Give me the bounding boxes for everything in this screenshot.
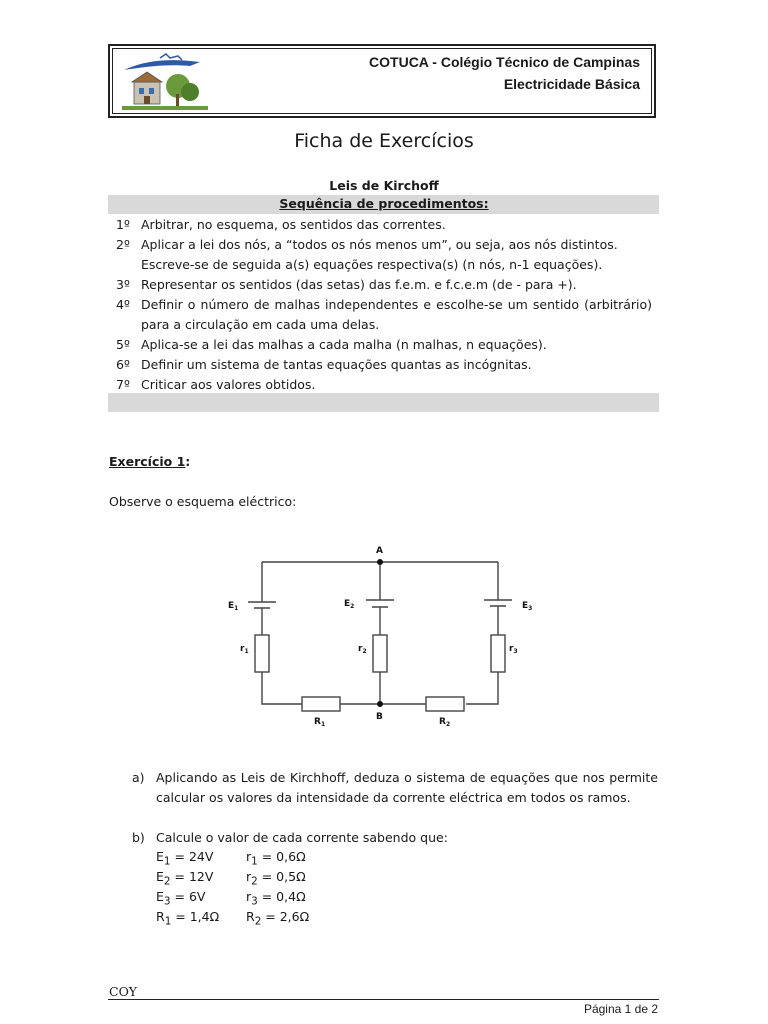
value-right-2: $r_2 = 0,5\Omega$ (246, 869, 306, 888)
question-label: a) (132, 770, 145, 785)
circuit-diagram (220, 538, 550, 728)
value-left-3: $E_3 = 6V$ (156, 889, 206, 908)
resistor-r3 (491, 635, 505, 672)
label-r3: $r_3$ (509, 644, 518, 655)
step-number: 2º (116, 237, 130, 252)
procedure-heading: Sequência de procedimentos: (279, 196, 489, 211)
value-left-1: $E_1 = 24V$ (156, 849, 214, 868)
procedure-footer-bar (108, 393, 659, 412)
exercise-title-label: Exercício 1 (109, 454, 186, 469)
footer-divider (108, 999, 659, 1000)
value-right-3: $r_3 = 0,4\Omega$ (246, 889, 306, 908)
value-right-4: $R_2 = 2,6\Omega$ (246, 909, 310, 928)
step-1 (116, 215, 652, 235)
resistor-r2 (373, 635, 387, 672)
label-e2: $E_2$ (344, 599, 355, 610)
step-5 (116, 335, 652, 355)
step-2 (116, 235, 652, 275)
document-title: Ficha de Exercícios (294, 130, 474, 152)
node-a-label: A (376, 546, 383, 556)
school-logo (120, 52, 210, 114)
step-number: 7º (116, 377, 130, 392)
resistor-big-r2 (426, 697, 464, 711)
page-number: Página 1 de 2 (583, 1002, 658, 1016)
label-e3: $E_3$ (522, 601, 533, 612)
exercise-title (109, 454, 190, 469)
question-text: Calcule o valor de cada corrente sabendo que: (156, 830, 448, 845)
question-text: Aplicando as Leis de Kirchhoff, deduza o sistema de equações que nos permite calcular os valores da intensidade da corrente eléctrica em todos os ramos. (156, 770, 658, 805)
node-a-dot (377, 559, 383, 565)
label-r1: $r_1$ (240, 644, 249, 655)
battery-e2 (366, 600, 394, 607)
step-7 (116, 375, 652, 395)
document-header (108, 44, 656, 118)
step-number: 1º (116, 217, 130, 232)
step-6 (116, 355, 652, 375)
step-text: Criticar aos valores obtidos. (141, 377, 316, 392)
step-text: Aplica-se a lei das malhas a cada malha (n malhas, n equações). (141, 337, 547, 352)
step-text: Aplicar a lei dos nós, a “todos os nós menos um”, ou seja, aos nós distintos. Escreve-se de seguida a(s) equações respectiva(s) (n nós, n-1 equações). (141, 237, 618, 272)
battery-e1 (248, 602, 276, 608)
label-e1: $E_1$ (228, 601, 239, 612)
course-name: Electricidade Básica (503, 76, 640, 92)
topic-title: Leis de Kirchoff (329, 178, 439, 193)
resistor-big-r1 (302, 697, 340, 711)
battery-e3 (484, 600, 512, 606)
exercise-intro: Observe o esquema eléctrico: (109, 494, 297, 509)
value-right-1: $r_1 = 0,6\Omega$ (246, 849, 306, 868)
author-signature: COY (109, 984, 138, 999)
label-big-r1: $R_1$ (314, 717, 326, 728)
label-big-r2: $R_2$ (439, 717, 451, 728)
value-left-4: $R_1 = 1,4\Omega$ (156, 909, 220, 928)
step-number: 6º (116, 357, 130, 372)
question-label: b) (132, 830, 145, 845)
step-4 (116, 295, 652, 335)
exercise-title-colon: : (185, 454, 191, 469)
label-r2: $r_2$ (358, 644, 367, 655)
question-b (132, 828, 658, 848)
right-branch-wire (466, 562, 498, 704)
question-a (132, 768, 658, 828)
step-text: Arbitrar, no esquema, os sentidos das correntes. (141, 217, 446, 232)
value-left-2: $E_2 = 12V$ (156, 869, 214, 888)
left-branch-wire (262, 562, 302, 704)
step-number: 3º (116, 277, 130, 292)
resistor-r1 (255, 635, 269, 672)
node-b-dot (377, 701, 383, 707)
step-3 (116, 275, 652, 295)
school-name: COTUCA - Colégio Técnico de Campinas (369, 54, 640, 70)
step-text: Definir um sistema de tantas equações quantas as incógnitas. (141, 357, 532, 372)
node-b-label: B (376, 712, 383, 722)
step-text: Representar os sentidos (das setas) das f.e.m. e f.c.e.m (de - para +). (141, 277, 577, 292)
step-text: Definir o número de malhas independentes e escolhe-se um sentido (arbitrário) para a circulação em cada uma delas. (141, 297, 652, 332)
step-number: 5º (116, 337, 130, 352)
step-number: 4º (116, 297, 130, 312)
